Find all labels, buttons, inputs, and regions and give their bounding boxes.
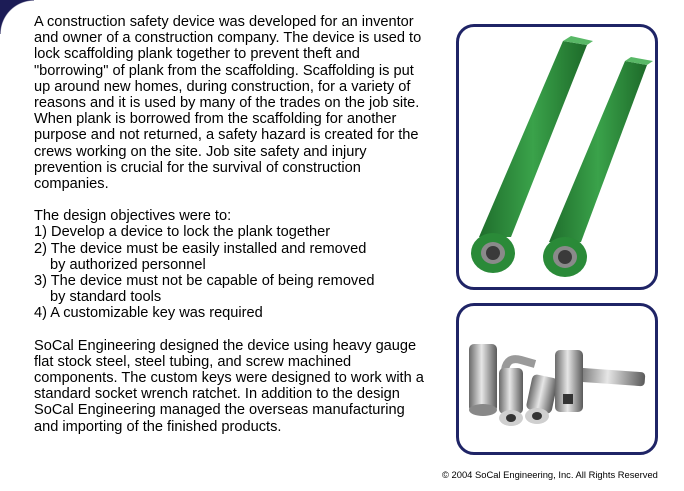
objective-2-cont: by authorized personnel bbox=[50, 256, 206, 273]
lock-bars-photo-frame bbox=[456, 24, 658, 290]
description-text bbox=[34, 14, 424, 435]
objective-2: 2) The device must be easily installed and removed bbox=[34, 240, 367, 257]
objective-3: 3) The device must not be capable of being removed bbox=[34, 273, 375, 290]
objective-3-cont: by standard tools bbox=[50, 289, 162, 306]
green-steel-lock-bars-image bbox=[459, 27, 655, 287]
corner-decoration bbox=[0, 0, 34, 34]
intro-paragraph: A construction safety device was developed for an inventor and owner of a construction company. The device is used to lock scaffolding plank together to prevent theft and "borrowing" of plank from the scaffolding. Scaffolding is put up around new homes, during construction, for a variety of reasons and it is used by many of the trades on the job site. When plank is borrowed from the scaffolding for another purpose and not returned, a safety hazard is created for the crews working on the site. Job site safety and injury prevention is crucial for the survival of construction companies. bbox=[34, 14, 422, 193]
objective-4: 4) A customizable key was required bbox=[34, 305, 263, 322]
custom-keys-components-image bbox=[459, 306, 655, 452]
design-paragraph: SoCal Engineering designed the device using heavy gauge flat stock steel, steel tubing, and screw machined components. The custom keys were designed to work with a standard socket wrench ratchet. In addition to the design SoCal Engineering managed the overseas manufacturing and importing of the finished products. bbox=[34, 337, 424, 435]
keys-photo-frame bbox=[456, 303, 658, 455]
copyright-notice: © 2004 SoCal Engineering, Inc. All Rights Reserved bbox=[442, 469, 658, 480]
objectives-intro: The design objectives were to: bbox=[34, 208, 232, 225]
objective-1: 1) Develop a device to lock the plank together bbox=[34, 224, 331, 241]
